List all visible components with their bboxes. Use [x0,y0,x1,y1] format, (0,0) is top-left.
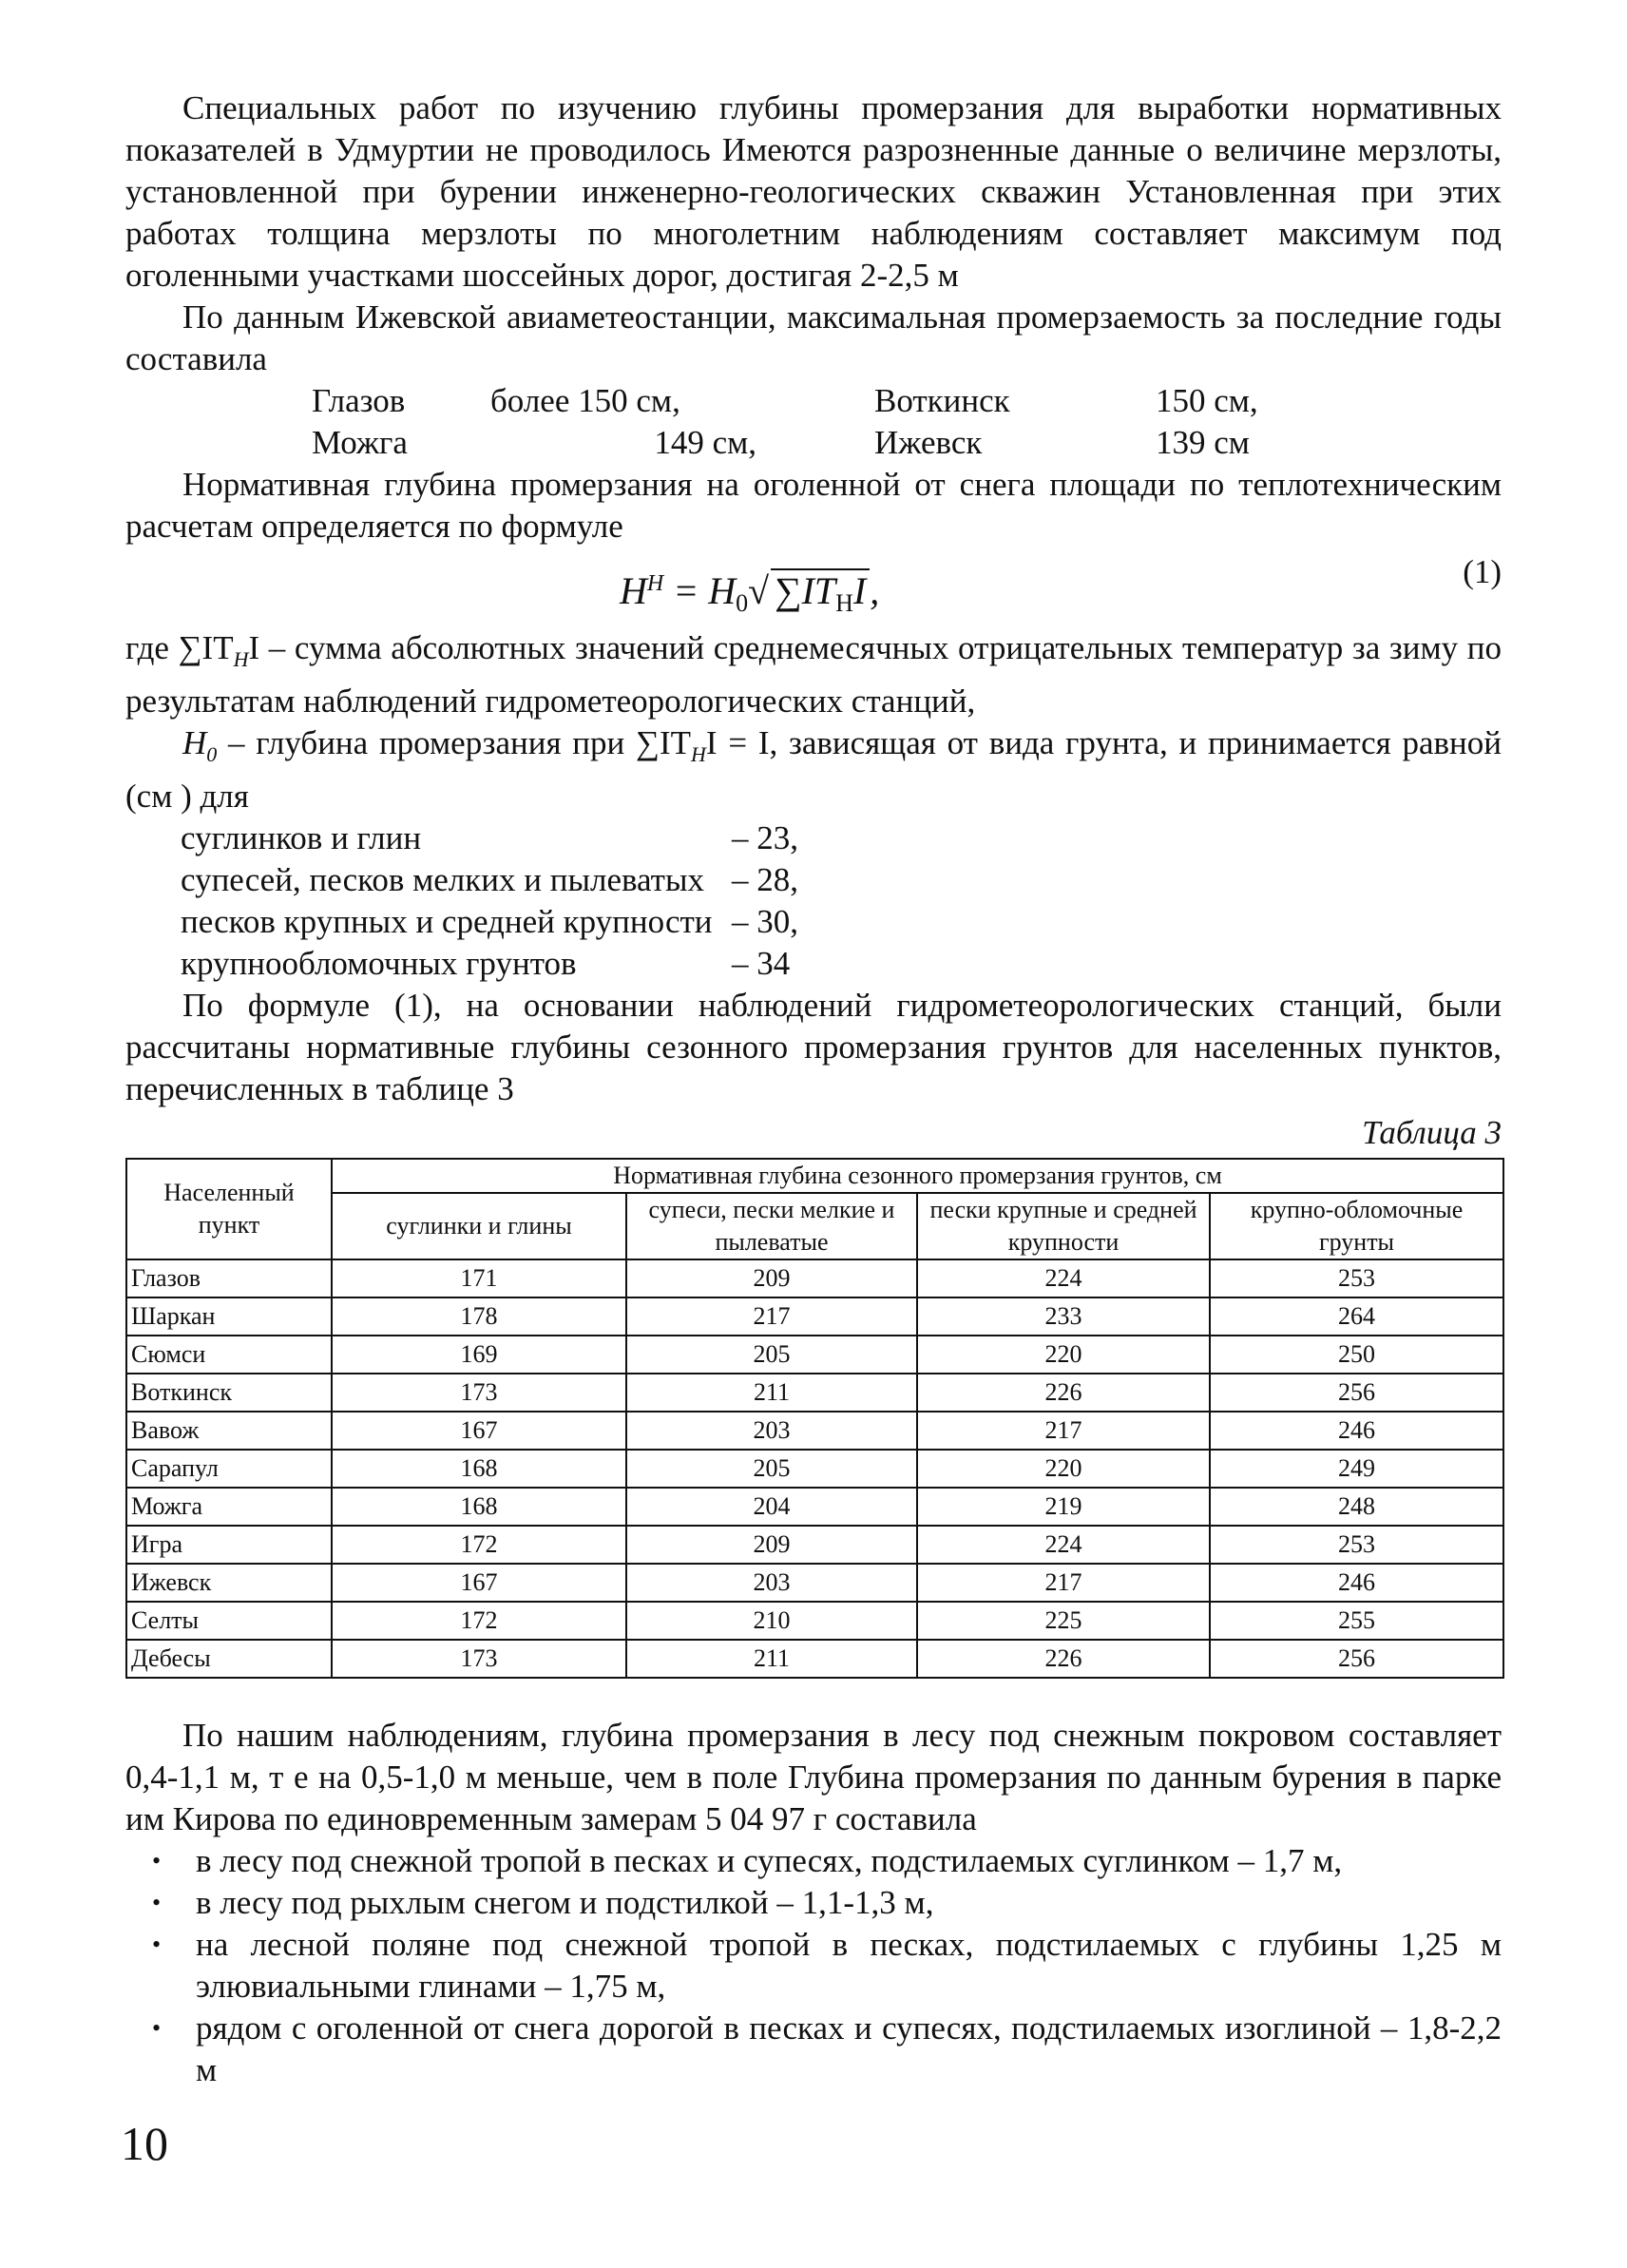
table-cell-value: 255 [1210,1602,1503,1640]
soil-name: супесей, песков мелких и пылеватых [181,861,704,898]
city-name: Глазов [312,382,406,419]
table-cell-value: 248 [1210,1488,1503,1526]
formula-block [125,548,1502,627]
table-cell-value: 168 [332,1488,626,1526]
city-freezing-list [312,380,1502,464]
table-cell-value: 169 [332,1336,626,1374]
table-cell-value: 173 [332,1374,626,1412]
table-cell-city: Дебесы [126,1640,332,1678]
table-row [126,1564,1503,1602]
freezing-depth-table [125,1158,1504,1679]
table-cell-value: 171 [332,1259,626,1297]
page-number: 10 [121,2117,168,2170]
paragraph-meteostation: По данным Ижевской авиаметеостанции, максимальная промерзаемость за последние годы составила [125,298,1502,377]
table-cell-value: 168 [332,1450,626,1488]
list-item: • рядом с оголенной от снега дорогой в песках и супесях, подстилаемых изоглиной – 1,8-2,2 м [125,2008,1502,2091]
table-cell-value: 172 [332,1526,626,1564]
city-value: 139 см [1156,424,1250,461]
list-item: • на лесной поляне под снежной тропой в песках, подстилаемых с глубины 1,25 м элювиальными глинами – 1,75 м, [125,1924,1502,2008]
table-row [126,1488,1503,1526]
table-row [126,1374,1503,1412]
table-row [126,1259,1503,1297]
city-value: более 150 см, [490,382,680,419]
table-cell-value: 203 [626,1412,917,1450]
table-cell-value: 211 [626,1640,917,1678]
table-cell-value: 264 [1210,1297,1503,1336]
soil-name: крупнообломочных грунтов [181,945,577,982]
equation-number: (1) [1463,553,1502,590]
table-row [126,1602,1503,1640]
table-cell-value: 217 [917,1564,1210,1602]
paragraph-h0-definition: $H_0$ – глубина промерзания при $\sum IT_HI = I$, зависящая от вида грунта, и принимается равной (см ) для [125,724,1502,815]
table-row [126,1640,1503,1678]
soil-value: – 23, [732,819,798,856]
table-row [126,1297,1503,1336]
table-row [126,1412,1503,1450]
table-cell-value: 204 [626,1488,917,1526]
city-name: Ижевск [874,424,983,461]
table-body [126,1259,1503,1678]
table-cell-city: Шаркан [126,1297,332,1336]
list-item: • в лесу под снежной тропой в песках и супесях, подстилаемых суглинком – 1,7 м, [125,1840,1502,1882]
soil-value: – 34 [732,945,791,982]
table-caption: Таблица 3 [1362,1114,1502,1151]
paragraph-intro: Специальных работ по изучению глубины промерзания для выработки нормативных показателей в Удмуртии не проводилось Имеются разрозненные данные о величине мерзлоты, установленной при бурении инженерно-геологических скважин Установленная при этих работах толщина мерзлоты по многолетним наблюдениям составляет максимум под оголенными участками шоссейных дорог, достигая 2-2,5 м [125,89,1502,294]
table-cell-value: 217 [917,1412,1210,1450]
soil-coefficient-list [181,817,1502,985]
table-row [126,1450,1503,1488]
city-name: Воткинск [874,382,1010,419]
city-value: 150 см, [1156,382,1258,419]
table-cell-city: Можга [126,1488,332,1526]
soil-value: – 28, [732,861,798,898]
table-cell-city: Селты [126,1602,332,1640]
table-cell-city: Вавож [126,1412,332,1450]
table-cell-value: 217 [626,1297,917,1336]
paragraph-formula-intro: Нормативная глубина промерзания на оголенной от снега площади по теплотехническим расчетам определяется по формуле [125,466,1502,545]
table-cell-value: 224 [917,1259,1210,1297]
paragraph-sum-definition: где $\sum IT_HI$ – сумма абсолютных значений среднемесячных отрицательных температур за зиму по результатам наблюдений гидрометеорологических станций, [125,629,1502,720]
table-cell-value: 256 [1210,1374,1503,1412]
table-cell-value: 246 [1210,1412,1503,1450]
formula: $H^H = H_0√$ $\sum IT_HI$ , [620,563,879,625]
table-cell-value: 225 [917,1602,1210,1640]
measurement-list [125,1840,1502,2091]
table-cell-city: Глазов [126,1259,332,1297]
table-cell-value: 211 [626,1374,917,1412]
table-cell-value: 167 [332,1564,626,1602]
list-item: • в лесу под рыхлым снегом и подстилкой – 1,1-1,3 м, [125,1882,1502,1924]
soil-value: – 30, [732,903,798,940]
paragraph-forest-observations: По нашим наблюдениям, глубина промерзания в лесу под снежным покровом составляет 0,4-1,1 м, т е на 0,5-1,0 м меньше, чем в поле Глубина промерзания по данным бурения в парке им Кирова по единовременным замерам 5 04 97 г составила [125,1717,1502,1837]
table-cell-value: 253 [1210,1259,1503,1297]
table-cell-city: Ижевск [126,1564,332,1602]
table-cell-value: 256 [1210,1640,1503,1678]
table-cell-value: 209 [626,1259,917,1297]
sqrt-icon: √ [748,569,770,612]
city-name: Можга [312,424,408,461]
table-cell-city: Сюмси [126,1336,332,1374]
table-cell-value: 219 [917,1488,1210,1526]
column-header-coarse-sand: пески крупные и средней крупности [917,1193,1210,1259]
table-cell-value: 203 [626,1564,917,1602]
table-cell-city: Воткинск [126,1374,332,1412]
table-cell-value: 167 [332,1412,626,1450]
table-cell-value: 253 [1210,1526,1503,1564]
table-cell-value: 205 [626,1450,917,1488]
table-cell-city: Сарапул [126,1450,332,1488]
table-cell-value: 220 [917,1450,1210,1488]
table-cell-value: 226 [917,1640,1210,1678]
column-header-city: Населенный пункт [126,1159,332,1259]
table-cell-value: 246 [1210,1564,1503,1602]
table-cell-value: 233 [917,1297,1210,1336]
city-value: 149 см, [654,424,756,461]
table-cell-value: 209 [626,1526,917,1564]
document-page [125,87,1502,2091]
table-row [126,1526,1503,1564]
soil-name: песков крупных и средней крупности [181,903,713,940]
column-header-coarse-clastic: крупно-обломочные грунты [1210,1193,1503,1259]
table-cell-value: 173 [332,1640,626,1678]
table-cell-value: 210 [626,1602,917,1640]
soil-name: суглинков и глин [181,819,422,856]
table-cell-value: 220 [917,1336,1210,1374]
column-header-loam: суглинки и глины [332,1193,626,1259]
column-group-header: Нормативная глубина сезонного промерзания грунтов, см [332,1159,1503,1193]
table-cell-value: 249 [1210,1450,1503,1488]
column-header-sandy-loam: супеси, пески мелкие и пылеватые [626,1193,917,1259]
paragraph-table-intro: По формуле (1), на основании наблюдений гидрометеорологических станций, были рассчитаны нормативные глубины сезонного промерзания грунтов для населенных пунктов, перечисленных в таблице 3 [125,987,1502,1107]
table-cell-value: 224 [917,1526,1210,1564]
table-cell-value: 172 [332,1602,626,1640]
table-cell-value: 226 [917,1374,1210,1412]
table-cell-value: 178 [332,1297,626,1336]
table-cell-city: Игра [126,1526,332,1564]
table-row [126,1336,1503,1374]
table-cell-value: 205 [626,1336,917,1374]
table-cell-value: 250 [1210,1336,1503,1374]
